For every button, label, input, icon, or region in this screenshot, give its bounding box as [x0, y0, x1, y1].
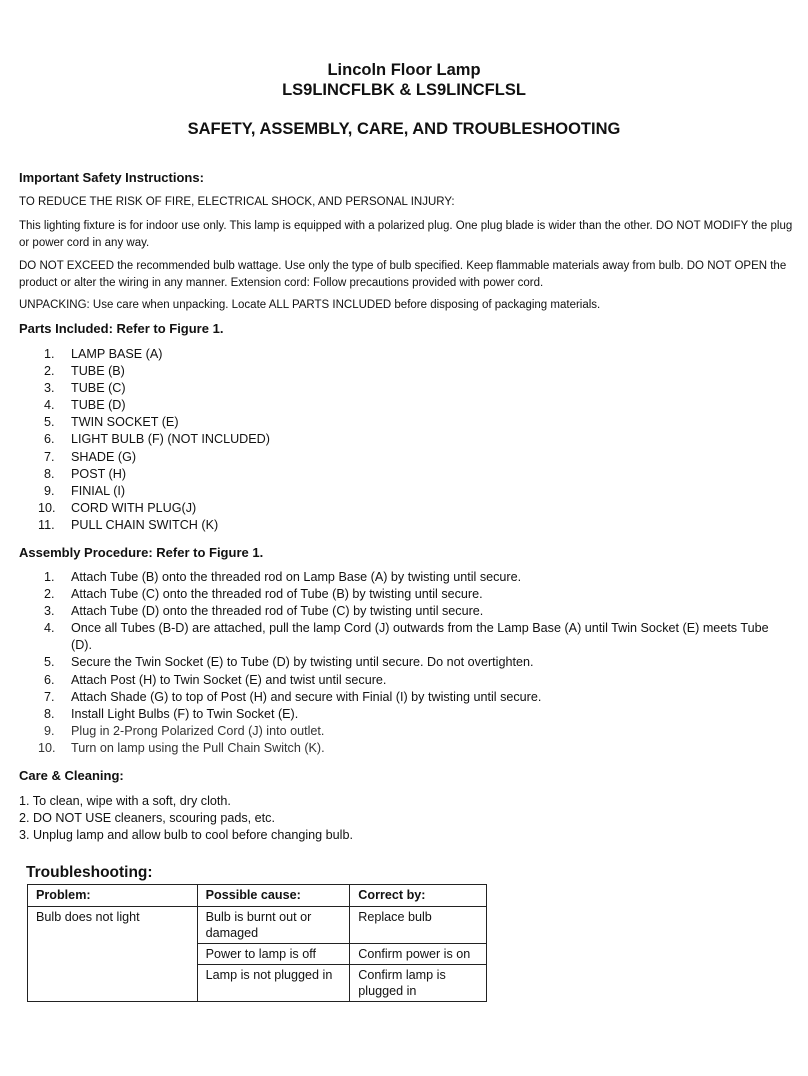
care-heading: Care & Cleaning: [19, 768, 124, 783]
fix-cell: Confirm power is on [350, 944, 487, 965]
column-header-fix: Correct by: [350, 885, 487, 907]
parts-heading: Parts Included: Refer to Figure 1. [19, 321, 224, 336]
list-item: 6. LIGHT BULB (F) (NOT INCLUDED) [44, 432, 270, 447]
column-header-cause: Possible cause: [197, 885, 350, 907]
model-numbers: LS9LINCFLBK & LS9LINCFLSL [282, 81, 526, 99]
document-subtitle: SAFETY, ASSEMBLY, CARE, AND TROUBLESHOOTING [187, 120, 621, 138]
list-item: 10. Turn on lamp using the Pull Chain Switch (K). [38, 740, 325, 755]
assembly-heading: Assembly Procedure: Refer to Figure 1. [19, 545, 264, 560]
document-title: Lincoln Floor Lamp [327, 61, 481, 79]
list-item: 1. Attach Tube (B) onto the threaded rod on Lamp Base (A) by twisting until secure. [44, 570, 522, 584]
list-item: 8. Install Light Bulbs (F) to Twin Socket (E). [44, 706, 299, 721]
list-item: 10. CORD WITH PLUG(J) [38, 500, 197, 515]
list-item: 1. To clean, wipe with a soft, dry cloth. [19, 794, 231, 808]
safety-paragraph-wattage: DO NOT EXCEED the recommended bulb wattage. Use only the type of bulb specified. Keep flammable materials away from bulb. DO NOT OPEN the product or alter the wiring in any manner. Extension cord: Follow precautions provided with power cord. [19, 260, 787, 289]
safety-paragraph-unpacking: UNPACKING: Use care when unpacking. Locate ALL PARTS INCLUDED before disposing of packaging materials. [19, 299, 601, 311]
list-item: 3. Unplug lamp and allow bulb to cool before changing bulb. [19, 828, 353, 842]
list-item: 2. Attach Tube (C) onto the threaded rod of Tube (B) by twisting until secure. [44, 587, 483, 602]
list-item: 3. Attach Tube (D) onto the threaded rod of Tube (C) by twisting until secure. [44, 604, 484, 619]
list-item: 6. Attach Post (H) to Twin Socket (E) and twist until secure. [44, 672, 387, 687]
list-item: 2. DO NOT USE cleaners, scouring pads, etc. [19, 811, 275, 825]
list-item: 8. POST (H) [44, 466, 127, 481]
list-item: 5. Secure the Twin Socket (E) to Tube (D) by twisting until secure. Do not overtighten. [44, 655, 534, 670]
list-item: 7. Attach Shade (G) to top of Post (H) and secure with Finial (I) by twisting until secure. [44, 689, 542, 704]
cause-cell: Power to lamp is off [197, 944, 350, 965]
troubleshooting-table [27, 884, 487, 1002]
list-item: 2. TUBE (B) [44, 364, 125, 379]
list-item: 4. TUBE (D) [44, 398, 126, 413]
care-list [19, 793, 353, 844]
problem-cell: Bulb does not light [28, 907, 198, 1002]
list-item: 7. SHADE (G) [44, 449, 137, 464]
fix-cell: Confirm lamp is plugged in [350, 965, 487, 1002]
list-item: 1. LAMP BASE (A) [44, 347, 163, 361]
table-header-row [28, 885, 487, 907]
list-item: 9. Plug in 2-Prong Polarized Cord (J) into outlet. [44, 723, 325, 738]
fix-cell: Replace bulb [350, 907, 487, 944]
cause-cell: Bulb is burnt out or damaged [197, 907, 350, 944]
table-row [28, 907, 487, 944]
safety-paragraph-indoor: This lighting fixture is for indoor use only. This lamp is equipped with a polarized plug. One plug blade is wider than the other. DO NOT MODIFY the plug or power cord in any way. [19, 220, 793, 249]
list-item: 3. TUBE (C) [44, 381, 126, 396]
safety-warning: TO REDUCE THE RISK OF FIRE, ELECTRICAL SHOCK, AND PERSONAL INJURY: [19, 196, 455, 208]
troubleshooting-heading: Troubleshooting: [26, 864, 153, 881]
safety-heading: Important Safety Instructions: [19, 170, 204, 185]
list-item: 5. TWIN SOCKET (E) [44, 415, 179, 430]
list-item: 4. Once all Tubes (B-D) are attached, pull the lamp Cord (J) outwards from the Lamp Base (A) until Twin Socket (E) meets Tube (D). [44, 621, 769, 653]
list-item: 11. PULL CHAIN SWITCH (K) [38, 517, 219, 532]
cause-cell: Lamp is not plugged in [197, 965, 350, 1002]
parts-list [19, 346, 270, 534]
list-item: 9. FINIAL (I) [44, 483, 126, 498]
column-header-problem: Problem: [28, 885, 198, 907]
assembly-steps [19, 569, 779, 757]
